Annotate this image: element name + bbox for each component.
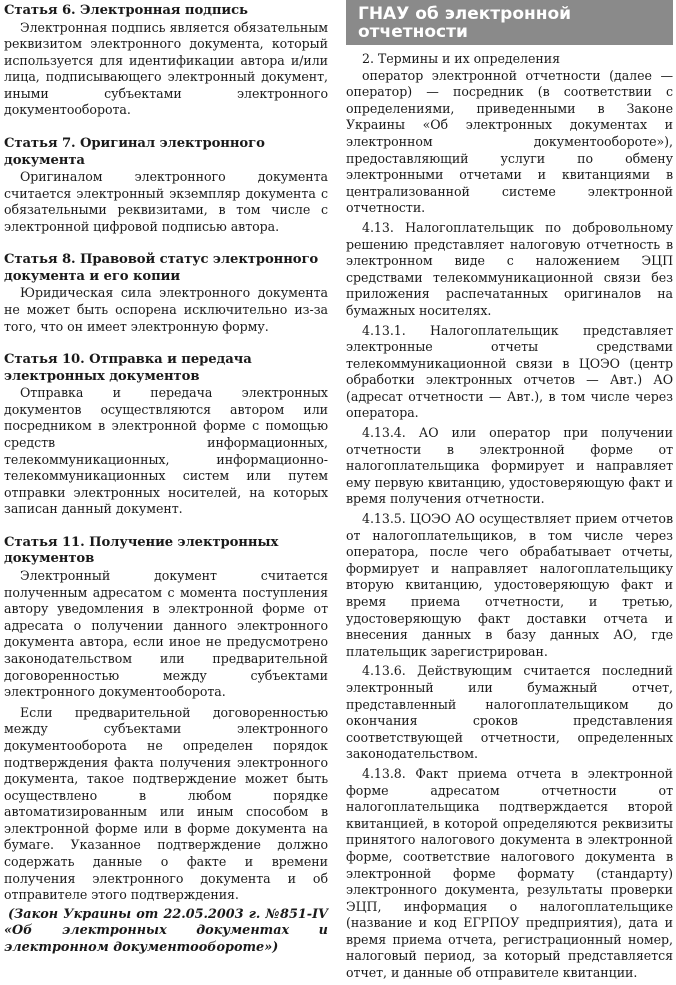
article-6 <box>4 3 328 119</box>
paragraph: оператор электронной отчетности (далее — оператор) — посредник (в соответствии с определениями, приведенными в Законе Украины «Об электронных документах и электронном документообороте»), предоставляющий услуги по обмену электронными отчетами и квитанциями в централизованной системе электронной отчетности. <box>346 67 673 216</box>
paragraph: 4.13.4. АО или оператор при получении отчетности в электронной форме от налогоплательщика формирует и направляет ему первую квитанцию, удостоверяющую факт и время получения отчетности. <box>346 425 673 507</box>
paragraph: 4.13.1. Налогоплательщик представляет электронные отчеты средствами телекоммуникационной связи в ЦОЭО (центр обработки электронных отчетов — Авт.) АО (адресат отчетности — Авт.), в том числе через оператора. <box>346 322 673 421</box>
article-title: Статья 7. Оригинал электронного документа <box>4 136 265 168</box>
article-paragraph: Если предварительной договоренностью между субъектами электронного документооборота не определен порядок подтверждения факта получения электронного документа, такое подтверждение может быть осуществлено в любом порядке автоматизированным или иным способом в электронной форме или в форме документа на бумаге. Указанное подтверждение должно содержать данные о факте и времени получения электронного документа и об отправителе этого подтверждения. <box>4 704 328 903</box>
article-title: Статья 10. Отправка и передача электронных документов <box>4 352 252 384</box>
heading-line: отчетности <box>358 22 468 42</box>
heading-line: ГНАУ об электронной <box>358 4 572 24</box>
paragraph: 4.13.8. Факт приема отчета в электронной форме адресатом отчетности от налогоплательщика подтверждается второй квитанцией, в которой определяются реквизиты принятого налогового документа в электронной форме, соответствие налогового документа в электронной форме формату (стандарту) электронного документа, результаты проверки ЭЦП, информация о налогоплательщике (название и код ЕГРПОУ предприятия), дата и время приема отчета, регистрационный номер, налоговый период, за который представляется отчет, и данные об отправителе квитанции. <box>346 765 673 981</box>
article-paragraph: Электронная подпись является обязательным реквизитом электронного документа, который используется для идентификации автора и/или лица, подписывающего электронный документ, иными субъектами электронного документооборота. <box>4 19 328 118</box>
article-paragraph: Юридическая сила электронного документа не может быть оспорена исключительно из-за того, что он имеет электронную форму. <box>4 285 328 334</box>
article-paragraph: Отправка и передача электронных документов осуществляются автором или посредником в электронной форме с помощью средств информационных, телекоммуникационных, информационно-телекоммуникационных систем или путем отправки электронных носителей, на которых записан данный документ. <box>4 385 328 517</box>
article-8 <box>4 252 328 335</box>
article-7 <box>4 136 328 235</box>
article-10 <box>4 352 328 518</box>
article-paragraph: Оригиналом электронного документа считается электронный экземпляр документа с обязательными реквизитами, в том числе с электронной цифровой подписью автора. <box>4 169 328 234</box>
paragraph: 4.13.6. Действующим считается последний электронный или бумажный отчет, представленный налогоплательщиком до окончания сроков представления соответствующей отчетности, определенных законодательством. <box>346 663 673 762</box>
right-column <box>346 0 673 985</box>
article-title: Статья 6. Электронная подпись <box>4 3 248 18</box>
paragraph: 4.13.5. ЦОЭО АО осуществляет прием отчетов от налогоплательщиков, в том числе через оператора, после чего обрабатывает отчеты, формирует и направляет налогоплательщику вторую квитанцию, удостоверяющую факт и время приема отчетности, и третью, удостоверяющую факт доставки отчета и внесения данных в базу данных АО, где плательщик зарегистрирован. <box>346 511 673 659</box>
paragraph: 2. Термины и их определения <box>362 51 560 66</box>
article-title: Статья 11. Получение электронных документов <box>4 534 279 567</box>
section-heading <box>346 0 673 45</box>
left-column <box>4 0 328 957</box>
paragraph: 4.13. Налогоплательщик по добровольному решению представляет налоговую отчетность в электронном виде с наложением ЭЦП средствами телекоммуникационной связи без приложения распечатанных оригиналов на бумажных носителях. <box>346 219 673 318</box>
article-title: Статья 8. Правовой статус электронного документа и его копии <box>4 252 319 284</box>
article-paragraph: Электронный документ считается полученным адресатом с момента поступления автору уведомления в электронной форме от адресата о получении данного электронного документа автора, если иное не предусмотрено законодательством или предварительной договоренностью между субъектами электронного документооборота. <box>4 567 328 700</box>
law-source-citation: (Закон Украины от 22.05.2003 г. №851-IV «Об электронных документах и электронном документообороте») <box>4 906 328 956</box>
article-11 <box>4 535 328 904</box>
